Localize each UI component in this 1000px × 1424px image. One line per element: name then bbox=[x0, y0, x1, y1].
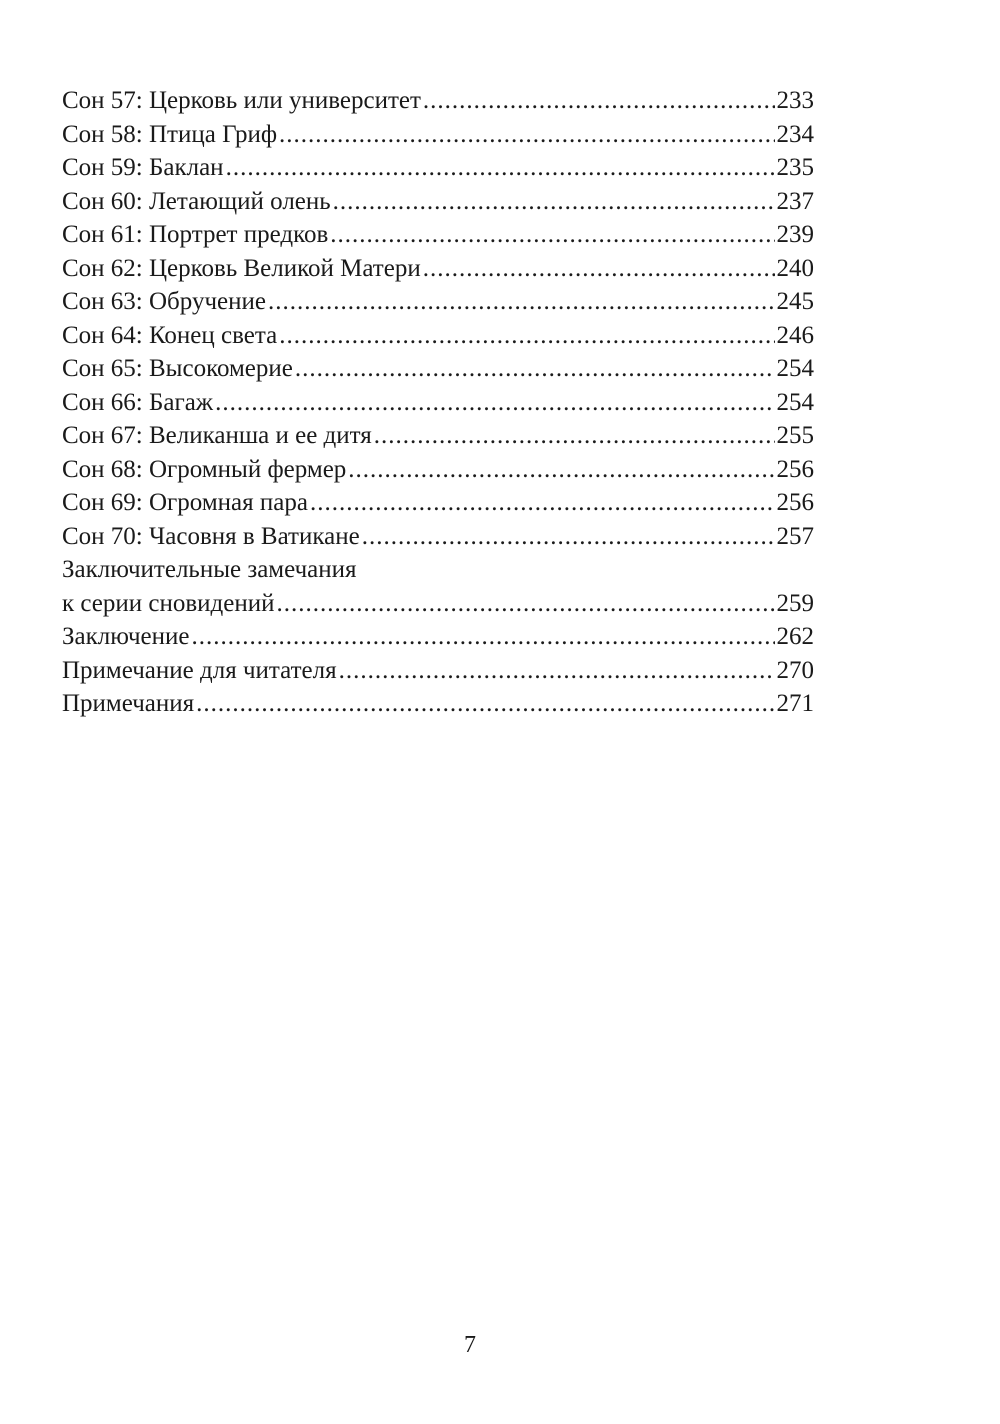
dot-leader bbox=[226, 151, 775, 185]
toc-entries bbox=[62, 84, 814, 553]
toc-entry bbox=[62, 419, 814, 453]
toc-entry-page: 237 bbox=[776, 187, 814, 215]
toc-entry-title: Сон 62: Церковь Великой Матери bbox=[62, 254, 421, 282]
dot-leader bbox=[295, 352, 775, 386]
toc-entry-page: 254 bbox=[776, 388, 814, 416]
toc-entry bbox=[62, 185, 814, 219]
toc-entry-title: Сон 68: Огромный фермер bbox=[62, 455, 347, 483]
toc-entry bbox=[62, 520, 814, 554]
toc-entry-page: 234 bbox=[776, 120, 814, 148]
dot-leader bbox=[333, 185, 775, 219]
toc-entry bbox=[62, 218, 814, 252]
dot-leader bbox=[277, 587, 775, 621]
toc-entry-page: 259 bbox=[776, 589, 814, 617]
toc-entry-page: 256 bbox=[776, 489, 814, 516]
toc-entry-page: 271 bbox=[776, 690, 814, 717]
toc-entry-closing-remarks-title bbox=[62, 553, 814, 587]
toc-entry-page: 235 bbox=[776, 154, 814, 181]
toc-entry-page: 246 bbox=[776, 321, 814, 349]
toc-entry bbox=[62, 319, 814, 353]
toc-entry-title: Сон 67: Великанша и ее дитя bbox=[62, 422, 372, 449]
toc-entry-page: 254 bbox=[776, 355, 814, 382]
toc-entry-title: Сон 60: Летающий олень bbox=[62, 187, 331, 215]
dot-leader bbox=[279, 319, 774, 353]
dot-leader bbox=[196, 687, 774, 721]
toc-entry-page: 239 bbox=[776, 221, 814, 248]
toc-entry-title: Сон 63: Обручение bbox=[62, 288, 266, 315]
toc-entry-closing-remarks bbox=[62, 587, 814, 621]
dot-leader bbox=[310, 486, 775, 520]
toc-entry-page: 270 bbox=[776, 656, 814, 684]
dot-leader bbox=[192, 620, 775, 654]
dot-leader bbox=[215, 386, 774, 420]
toc-entry-title: Сон 59: Баклан bbox=[62, 154, 224, 181]
toc-entry-page: 257 bbox=[776, 522, 814, 550]
toc-entry bbox=[62, 118, 814, 152]
toc-entry-title: Сон 69: Огромная пара bbox=[62, 489, 308, 516]
dot-leader bbox=[268, 285, 775, 319]
dot-leader bbox=[423, 84, 775, 118]
toc-entry bbox=[62, 352, 814, 386]
dot-leader bbox=[423, 252, 775, 286]
table-of-contents bbox=[62, 84, 814, 721]
toc-entry-title: Сон 57: Церковь или университет bbox=[62, 87, 421, 114]
dot-leader bbox=[362, 520, 775, 554]
toc-entry bbox=[62, 252, 814, 286]
toc-entry-page: 245 bbox=[776, 288, 814, 315]
toc-entry-title: Заключительные замечания bbox=[62, 556, 357, 583]
toc-entry-title: Заключение bbox=[62, 623, 190, 650]
dot-leader bbox=[348, 453, 774, 487]
toc-entry-title: Сон 64: Конец света bbox=[62, 321, 278, 349]
toc-entry bbox=[62, 620, 814, 654]
toc-entry-page: 262 bbox=[776, 623, 814, 650]
toc-entry-title: Сон 61: Портрет предков bbox=[62, 221, 329, 248]
toc-entry-title: к серии сновидений bbox=[62, 589, 275, 617]
page-number: 7 bbox=[464, 1332, 476, 1358]
toc-entry-page: 240 bbox=[776, 254, 814, 282]
toc-entry-title: Сон 66: Багаж bbox=[62, 388, 214, 416]
toc-entry-title: Сон 70: Часовня в Ватикане bbox=[62, 522, 360, 550]
toc-entry bbox=[62, 654, 814, 688]
toc-entry-title: Сон 65: Высокомерие bbox=[62, 355, 293, 382]
toc-entry-title: Примечания bbox=[62, 690, 195, 717]
dot-leader bbox=[374, 419, 775, 453]
toc-entry bbox=[62, 486, 814, 520]
toc-entry bbox=[62, 453, 814, 487]
toc-entry bbox=[62, 151, 814, 185]
toc-entry-page: 255 bbox=[776, 422, 814, 449]
toc-entry bbox=[62, 84, 814, 118]
toc-entry bbox=[62, 285, 814, 319]
dot-leader bbox=[339, 654, 775, 688]
toc-entry bbox=[62, 687, 814, 721]
toc-entry-title: Примечание для читателя bbox=[62, 656, 337, 684]
toc-entry-page: 233 bbox=[776, 87, 814, 114]
toc-tail-entries bbox=[62, 620, 814, 721]
toc-entry bbox=[62, 386, 814, 420]
toc-entry-page: 256 bbox=[776, 455, 814, 483]
toc-entry-title: Сон 58: Птица Гриф bbox=[62, 120, 278, 148]
dot-leader bbox=[330, 218, 774, 252]
dot-leader bbox=[279, 118, 774, 152]
